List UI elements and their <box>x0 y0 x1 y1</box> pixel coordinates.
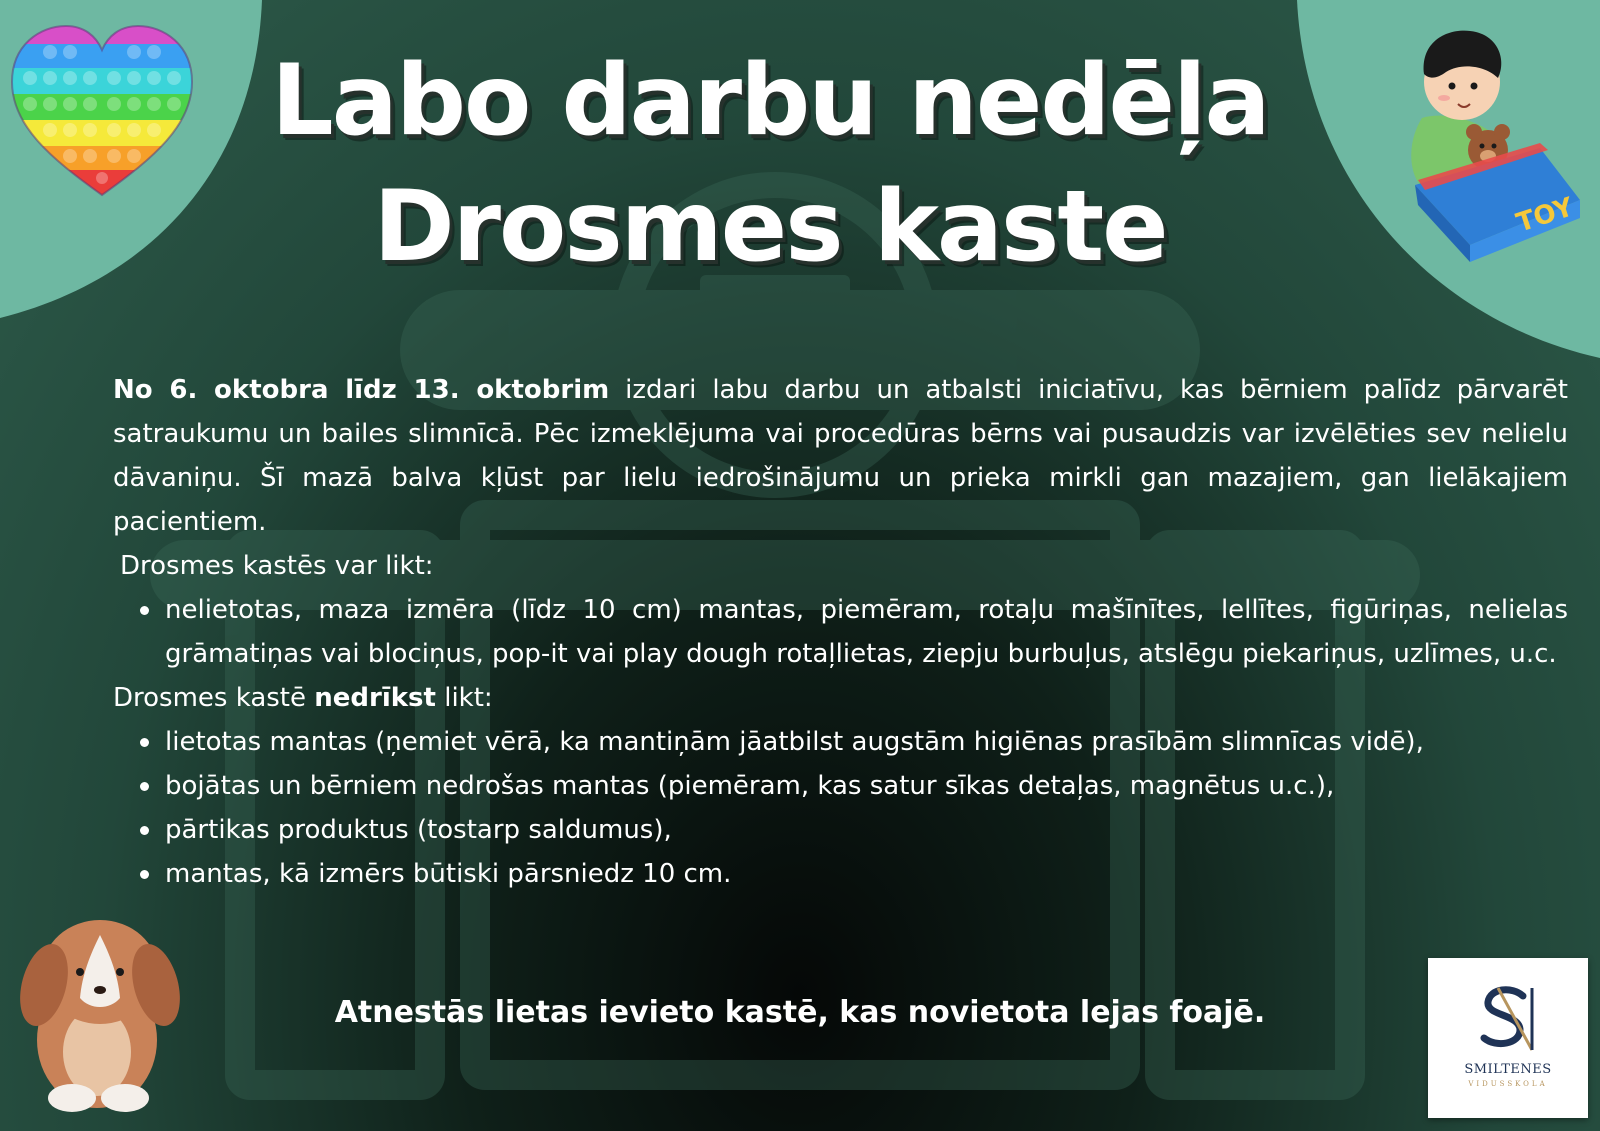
not-allowed-list-item: lietotas mantas (ņemiet vērā, ka mantiņām jāatbilst augstām higiēnas prasībām slimnīcas vidē), <box>165 720 1568 764</box>
plush-puppy-icon <box>12 920 188 1112</box>
footer-instruction: Atnestās lietas ievieto kastē, kas novietota lejas foajē. <box>334 995 1266 1030</box>
logo-name: SMILTENES <box>1464 1062 1552 1077</box>
title-line-1: Labo darbu nedēļa <box>271 44 1269 158</box>
not-allowed-heading-bold: nedrīkst <box>314 683 436 713</box>
logo-mark-icon <box>1428 958 1588 1062</box>
allowed-list <box>113 588 1568 676</box>
allowed-heading: Drosmes kastēs var likt: <box>120 551 434 581</box>
intro-paragraph <box>113 368 1568 544</box>
logo-subtitle: VIDUSSKOLA <box>1468 1080 1548 1088</box>
intro-text: izdari labu darbu un atbalsti iniciatīvu, kas bērniem palīdz pārvarēt satraukumu un bailes slimnīcā. Pēc izmeklējuma vai procedūras bērns vai pusaudzis var izvēlēties sev nelielu dāvaniņu. Šī mazā balva kļūst par lielu iedrošinājumu un prieka mirkli gan mazajiem, gan lielākajiem pacientiem. <box>113 375 1568 537</box>
toy-box-label: TOY <box>1512 192 1578 239</box>
not-allowed-list-item: bojātas un bērniem nedrošas mantas (piemēram, kas satur sīkas detaļas, magnētus u.c.), <box>165 764 1568 808</box>
not-allowed-list-item: mantas, kā izmērs būtiski pārsniedz 10 cm. <box>165 852 1568 896</box>
allowed-list-item: nelietotas, maza izmēra (līdz 10 cm) mantas, piemēram, rotaļu mašīnītes, lellītes, figūriņas, nelielas grāmatiņas vai blociņus, pop-it vai play dough rotaļlietas, ziepju burbuļus, atslēgu piekariņus, uzlīmes, u.c. <box>165 588 1568 676</box>
intro-dates: No 6. oktobra līdz 13. oktobrim <box>113 375 610 405</box>
not-allowed-list <box>113 720 1568 896</box>
main-content <box>113 368 1568 896</box>
school-logo <box>1428 958 1588 1118</box>
title-line-2: Drosmes kaste <box>373 170 1167 284</box>
not-allowed-list-item: pārtikas produktus (tostarp saldumus), <box>165 808 1568 852</box>
not-allowed-heading-before: Drosmes kastē <box>113 683 315 713</box>
not-allowed-heading-after: likt: <box>435 683 493 713</box>
not-allowed-heading <box>113 676 1568 720</box>
